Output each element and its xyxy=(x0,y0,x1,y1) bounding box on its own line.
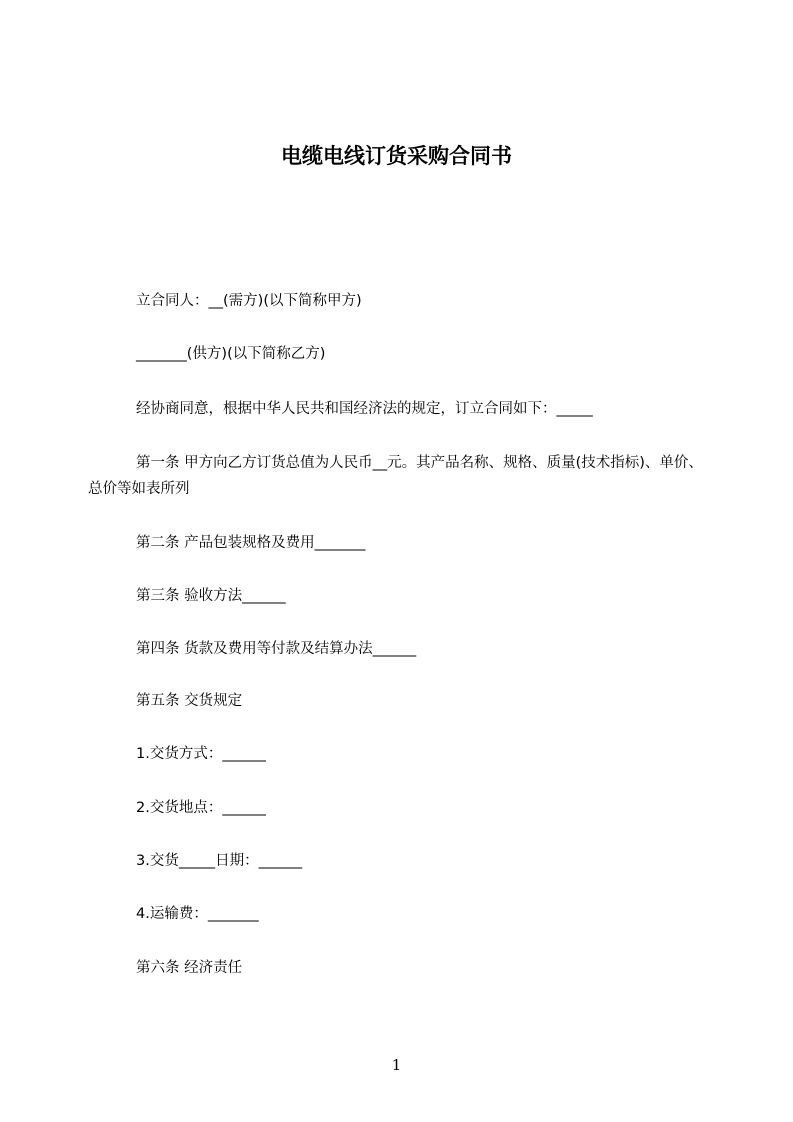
contract-party-b: _______(供方)(以下简称乙方) xyxy=(136,346,326,362)
contract-preamble: 经协商同意，根据中华人民共和国经济法的规定，订立合同如下：_____ xyxy=(136,401,593,417)
delivery-method: 1.交货方式：______ xyxy=(136,746,266,762)
transport-cost: 4.运输费：_______ xyxy=(136,906,259,922)
delivery-date: 3.交货_____日期：______ xyxy=(136,853,303,869)
article-6-heading: 第六条 经济责任 xyxy=(136,960,243,976)
delivery-location: 2.交货地点：______ xyxy=(136,800,266,816)
article-2: 第二条 产品包装规格及费用_______ xyxy=(136,535,366,551)
contract-party-a: 立合同人：__(需方)(以下简称甲方) xyxy=(136,293,362,309)
article-3: 第三条 验收方法______ xyxy=(136,588,286,604)
document-title: 电缆电线订货采购合同书 xyxy=(281,144,512,168)
page-number: 1 xyxy=(391,1056,402,1074)
article-1: 第一条 甲方向乙方订货总值为人民币__元。其产品名称、规格、质量(技术指标)、单价、总价等如表所列 xyxy=(88,455,703,497)
article-4: 第四条 货款及费用等付款及结算办法______ xyxy=(136,641,417,657)
article-5-heading: 第五条 交货规定 xyxy=(136,693,243,709)
